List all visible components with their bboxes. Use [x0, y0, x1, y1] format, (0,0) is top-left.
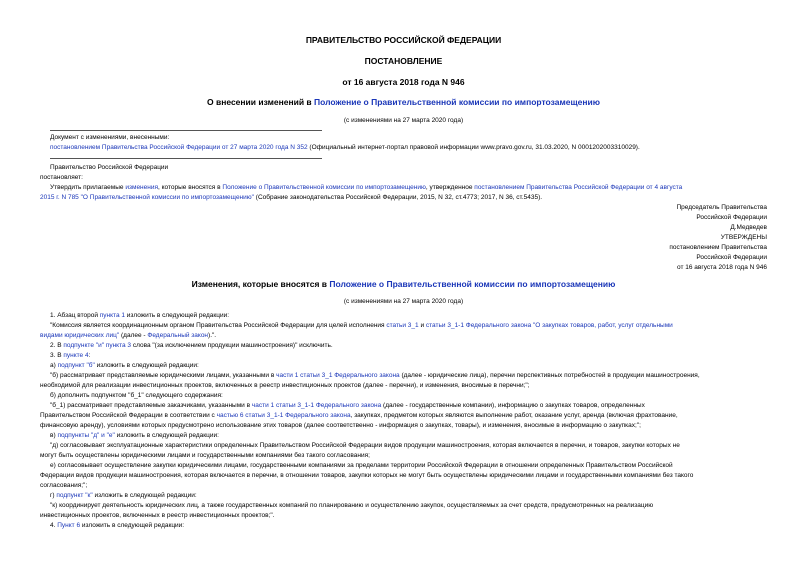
article-link[interactable]: статьи 3_1-1 Федерального закона "О закупках товаров, работ, услуг отдельными [425, 322, 673, 329]
changes-title-link[interactable]: Положение о Правительственной комиссии по импортозамещению [329, 279, 616, 289]
paragraph: Правительством Российской Федерации в соответствии с частью 6 статьи 3_1-1 Федерального закона, закупках, предметом которых являются выполнение работ, оказание услуг, аренда (включая фрахтование, [40, 412, 678, 419]
document-date: от 16 августа 2018 года N 946 [342, 77, 465, 87]
paragraph: "б_1) рассматривает представляемые заказчиками, указанными в части 1 статьи 3_1-1 Федерального закона (далее - государственные компании), информацию о закупках товаров, определенных [50, 402, 645, 409]
approval-line: Российской Федерации [696, 254, 767, 261]
subpoint-link[interactable]: подпункты "д" и "е" [57, 432, 115, 439]
preamble-text: Утвердить прилагаемые изменения, которые вносятся в Положение о Правительственной комиссии по импортозамещению, утвержденное постановлением Правительства Российской Федерации от 4 августа [50, 184, 683, 191]
preamble-line: Правительство Российской Федерации [50, 164, 169, 171]
paragraph: "к) координирует деятельность юридических лиц, а также государственных компаний по планированию и осуществлению закупок, осуществляемых за счет средств, предусмотренных на реализацию [50, 502, 654, 509]
preamble-text: 2015 г. N 785 "О Правительственной комиссии по импортозамещению" (Собрание законодательства Российской Федерации, 2015, N 32, ст.4773; 2017, N 36, ст.5435). [40, 194, 543, 201]
paragraph: необходимой для реализации инвестиционных проектов, включенных в реестр инвестиционных проектов (далее - перечни), и изменения, вносимые в перечни;"; [40, 382, 530, 389]
paragraph: "д) согласовывает эксплуатационные характеристики определенных Правительством Российской Федерации видов продукции машиностроения, которая включается в перечни, и товаров, закупки которых не [50, 442, 680, 449]
divider [50, 158, 322, 159]
paragraph: а) подпункт "б" изложить в следующей редакции: [50, 362, 199, 369]
amendment-note: (с изменениями на 27 марта 2020 года) [343, 117, 464, 124]
changes-title: Изменения, которые вносятся в Положение о Правительственной комиссии по импортозамещению [191, 279, 616, 289]
paragraph: "Комиссия является координационным органом Правительства Российской Федерации для целей исполнения статьи 3_1 и статьи 3_1-1 Федерального закона "О закупках товаров, работ, услуг отдельными [50, 322, 673, 329]
title-link[interactable]: Положение о Правительственной комиссии по импортозамещению [314, 97, 600, 107]
paragraph: г) подпункт "к" изложить в следующей редакции: [50, 492, 197, 499]
paragraph: 1. Абзац второй пункта 1 изложить в следующей редакции: [50, 312, 230, 319]
paragraph: в) подпункты "д" и "е" изложить в следующей редакции: [50, 432, 219, 439]
paragraph: 4. Пункт 6 изложить в следующей редакции: [50, 522, 185, 529]
approval-line: от 16 августа 2018 года N 946 [676, 264, 767, 271]
government-name: ПРАВИТЕЛЬСТВО РОССИЙСКОЙ ФЕДЕРАЦИИ [305, 35, 502, 45]
changes-amendment-note: (с изменениями на 27 марта 2020 года) [343, 298, 464, 305]
document-title: О внесении изменений в Положение о Правительственной комиссии по импортозамещению [207, 97, 600, 107]
doc-changes-line: постановлением Правительства Российской Федерации от 27 марта 2020 года N 352 (Официальный интернет-портал правовой информации www.pravo.gov.ru, 31.03.2020, N 0001202003310029). [50, 144, 640, 151]
signature-line: Д.Медведев [730, 224, 767, 231]
divider [50, 130, 322, 131]
paragraph: могут быть осуществлены юридическими лицами и государственными компаниями без такого согласования; [40, 452, 370, 459]
amending-decree-link[interactable]: постановлением Правительства Российской Федерации от 27 марта 2020 года N 352 [50, 144, 308, 151]
paragraph: согласования;"; [40, 482, 88, 489]
article-link[interactable]: части 1 статьи 3_1 Федерального закона [276, 372, 400, 379]
subpoint-link[interactable]: подпункте "и" пункта 3 [63, 342, 132, 349]
paragraph: 2. В подпункте "и" пункта 3 слова "(за исключением продукции машиностроения)" исключить. [50, 342, 333, 349]
article-link[interactable]: частью 6 статьи 3_1-1 Федерального закона [216, 412, 351, 419]
paragraph: е) согласовывает осуществление закупки юридическими лицами, государственными компаниями за пределами территории Российской Федерации в отношении определенных Правительством Российской [50, 462, 673, 469]
signature-line: Председатель Правительства [676, 204, 767, 211]
paragraph: Федерации видов продукции машиностроения, которая включается в перечни, в отношении товаров, закупки которых не могут быть осуществлены юридическими лицами и государственными компаниями без такого [40, 472, 694, 479]
changes-link[interactable]: изменения [125, 184, 158, 191]
paragraph: "б) рассматривает представляемые юридическими лицами, указанными в части 1 статьи 3_1 Федерального закона (далее - юридические лица), перечни перспективных потребностей в продукции машиностроения, [50, 372, 700, 379]
subpoint-link[interactable]: подпункт "к" [56, 492, 93, 499]
subpoint-link[interactable]: подпункт "б" [57, 362, 95, 369]
article-link[interactable]: статьи 3_1 [386, 322, 419, 329]
article-link[interactable]: видами юридических лиц" [40, 332, 120, 339]
approval-line: УТВЕРЖДЕНЫ [720, 234, 767, 241]
paragraph: видами юридических лиц" (далее - Федеральный закон).". [40, 332, 217, 339]
document-type: ПОСТАНОВЛЕНИЕ [364, 56, 443, 66]
point-link[interactable]: Пункт 6 [57, 522, 81, 529]
regulation-link[interactable]: Положение о Правительственной комиссии по импортозамещению [222, 184, 426, 191]
paragraph: финансовую аренду), условиями которых предусмотрено использование этих товаров (далее соответственно - информация о закупках, товары), и изменения, вносимые в информацию о закупках;"; [40, 422, 641, 429]
federal-law-link[interactable]: Федеральный закон [147, 332, 209, 339]
signature-line: Российской Федерации [696, 214, 767, 221]
decree-link[interactable]: постановлением Правительства Российской Федерации от 4 августа [474, 184, 683, 191]
article-link[interactable]: части 1 статьи 3_1-1 Федерального закона [251, 402, 382, 409]
decree-link[interactable]: 2015 г. N 785 "О Правительственной комиссии по импортозамещению" [40, 194, 254, 201]
paragraph: инвестиционных проектов, включенных в реестр инвестиционных проектов;". [40, 512, 275, 519]
paragraph: 3. В пункте 4: [50, 352, 91, 359]
point-link[interactable]: пункте 4 [63, 352, 89, 359]
doc-changes-label: Документ с изменениями, внесенными: [50, 134, 170, 141]
approval-line: постановлением Правительства [669, 244, 767, 251]
paragraph: б) дополнить подпунктом "б_1" следующего содержания: [50, 392, 223, 399]
preamble-line: постановляет: [40, 174, 83, 181]
point-link[interactable]: пункта 1 [99, 312, 125, 319]
